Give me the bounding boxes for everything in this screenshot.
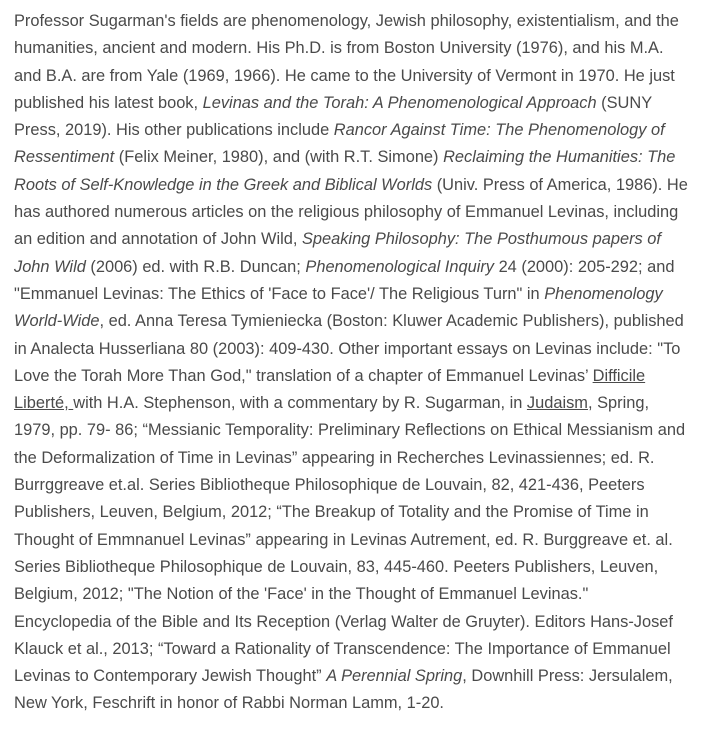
bio-text: 24 (2000): 205-292; and "Emmanuel Levinas: The Ethics of 'Face to Face'/ The Religious Turn" in — [14, 257, 675, 303]
book-title-rancor: Rancor Against Time: The Phenomenology of Ressentiment — [14, 121, 665, 167]
book-title-speaking-philosophy: Speaking Philosophy: The Posthumous papers of John Wild — [14, 230, 661, 276]
bio-text: , Spring, 1979, pp. 79- 86; “Messianic Temporality: Preliminary Reflections on Ethical Messianism and the Deformalization of Time in Levinas” appearing in Recherches Levinassiennes; ed. R. Burrggreave et.al. Series Bibliotheque Philosophique de Louvain, 82, 421-436, Peeters Publishers, Leuven, Belgium, 2012; “The Breakup of Totality and the Promise of Time in Thought of Emmnanuel Levinas” appearing in Levinas Autrement, ed. R. Burggreave et. al. Series Bibliotheque Philosophique de Louvain, 83, 445-460. Peeters Publishers, Leuven, Belgium, 2012; "The Notion of the 'Face' in the Thought of Emmanuel Levinas." Encyclopedia of the Bible and Its Reception (Verlag Walter de Gruyter). Editors Hans-Josef Klauck et al., 2013; “Toward a Rationality of Transcendence: The Importance of Emmanuel Levinas to Contemporary Jewish Thought” — [14, 394, 686, 686]
bio-text: (Univ. Press of America, 1986). He has authored numerous articles on the religious philosophy of Emmanuel Levinas, including an edition and annotation of John Wild, — [14, 175, 688, 249]
bio-text: with H.A. Stephenson, with a commentary by R. Sugarman, in — [73, 394, 527, 413]
book-title-levinas-torah: Levinas and the Torah: A Phenomenological Approach — [202, 93, 597, 112]
journal-title-phenomenological-inquiry: Phenomenological Inquiry — [305, 257, 495, 276]
bio-text: (2006) ed. with R.B. Duncan; — [85, 257, 306, 276]
book-title-reclaiming: Reclaiming the Humanities: The Roots of Self-Knowledge in the Greek and Biblical Worlds — [14, 148, 676, 194]
bio-text: (SUNY Press, 2019). His other publications include — [14, 93, 652, 140]
bio-text: Professor Sugarman's fields are phenomenology, Jewish philosophy, existentialism, and the humanities, ancient and modern. His Ph.D. is from Boston University (1976), and his M.A. and B.A. are from Yale (1969, 1966). He came to the University of Vermont in 1970. He just published his latest book, — [14, 12, 679, 112]
title-difficile-liberte: Difficile Liberté, — [14, 366, 646, 413]
bio-text: (Felix Meiner, 1980), and (with R.T. Simone) — [114, 148, 444, 167]
journal-title-judaism: Judaism — [526, 394, 588, 413]
book-title-phenomenology-world-wide: Phenomenology World-Wide — [14, 284, 663, 331]
bio-text: , ed. Anna Teresa Tymieniecka (Boston: Kluwer Academic Publishers), published in Analecta Husserliana 80 (2003): 409-430. Other important essays on Levinas include: "To Love the Torah More Than God," translation of a chapter of Emmanuel Levinas’ — [14, 312, 684, 385]
book-title-perennial-spring: A Perennial Spring — [326, 667, 463, 686]
bio-text: , Downhill Press: Jersulalem, New York, Feschrift in honor of Rabbi Norman Lamm, 1-20. — [14, 667, 673, 713]
